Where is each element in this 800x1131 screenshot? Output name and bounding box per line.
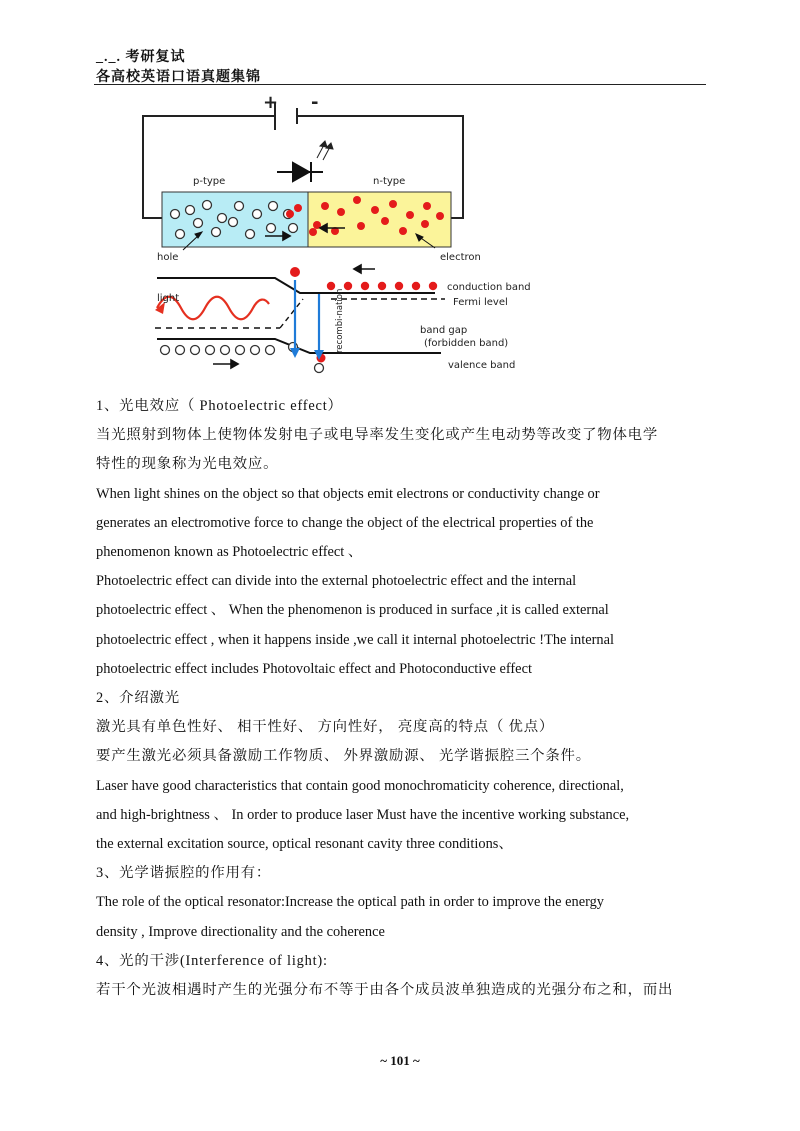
text-line: The role of the optical resonator:Increase the optical path in order to improve the energy: [96, 894, 605, 911]
section-heading-resonator: 3、光学谐振腔的作用有：: [96, 865, 272, 882]
valence-holes: [161, 343, 324, 373]
text-line: generates an electromotive force to change the object of the electrical properties of the: [96, 514, 594, 531]
forbidden-band-label: (forbidden band): [424, 338, 509, 349]
text-line: density , Improve directionality and the coherence: [96, 923, 385, 940]
body-text: [96, 392, 710, 1005]
text-line: and high-brightness 、 In order to produce laser Must have the incentive working substance,: [96, 806, 630, 823]
header-rule: [94, 84, 706, 85]
text-line: 特性的现象称为光电效应。: [96, 456, 279, 473]
text-line: When light shines on the object so that objects emit electrons or conductivity change or: [96, 485, 600, 502]
recombination-arrows: [295, 280, 319, 352]
text-line: 激光具有单色性好、 相干性好、 方向性好， 亮度高的特点（ 优点）: [96, 719, 555, 736]
text-line: photoelectric effect , when it happens inside ,we call it internal photoelectric !The internal: [96, 631, 614, 648]
valence-band-label: valence band: [448, 360, 516, 371]
header-title-line2: 各高校英语口语真题集锦: [96, 70, 261, 85]
text-line: phenomenon known as Photoelectric effect 、: [96, 544, 363, 561]
section-heading-photoelectric: 1、光电效应（ Photoelectric effect）: [96, 398, 343, 414]
text-line: 若干个光波相遇时产生的光强分布不等于由各个成员波单独造成的光强分布之和，而出: [96, 982, 674, 999]
text-line: photoelectric effect 、 When the phenomenon is produced in surface ,it is called external: [96, 602, 609, 619]
text-line: Laser have good characteristics that contain good monochromaticity coherence, directional,: [96, 777, 624, 794]
text-line: 要产生激光必须具备激励工作物质、 外界激励源、 光学谐振腔三个条件。: [96, 748, 591, 765]
pn-junction-diagram: [135, 88, 535, 378]
recombination-label: recombi-nation: [335, 288, 345, 353]
emission-arrows: [317, 141, 333, 160]
n-type-region: [308, 192, 451, 247]
section-heading-interference: 4、光的干涉(Interference of light):: [96, 952, 328, 969]
battery-minus-label: -: [311, 92, 319, 113]
led-symbol: [277, 162, 323, 182]
header-title-line1: _._. 考研复试: [96, 50, 186, 65]
n-type-label: n-type: [373, 176, 406, 187]
text-line: Photoelectric effect can divide into the external photoelectric effect and the internal: [96, 573, 577, 590]
conduction-band-label: conduction band: [447, 282, 531, 293]
hole-label: hole: [157, 252, 179, 263]
page-number: ~ 101 ~: [380, 1053, 420, 1068]
electron-label: electron: [440, 252, 481, 263]
p-type-label: p-type: [193, 176, 226, 187]
text-line: the external excitation source, optical resonant cavity three conditions、: [96, 836, 513, 853]
band-gap-label: band gap: [420, 325, 468, 336]
battery-plus-label: +: [263, 92, 279, 113]
fermi-level-label: Fermi level: [453, 297, 508, 308]
conduction-electrons: [290, 267, 437, 363]
section-heading-laser: 2、介绍激光: [96, 690, 180, 707]
light-label: light: [157, 293, 180, 304]
fermi-level-line: [155, 299, 445, 328]
text-line: photoelectric effect includes Photovoltaic effect and Photoconductive effect: [96, 660, 532, 677]
text-line: 当光照射到物体上使物体发射电子或电导率发生变化或产生电动势等改变了物体电学: [96, 427, 659, 444]
